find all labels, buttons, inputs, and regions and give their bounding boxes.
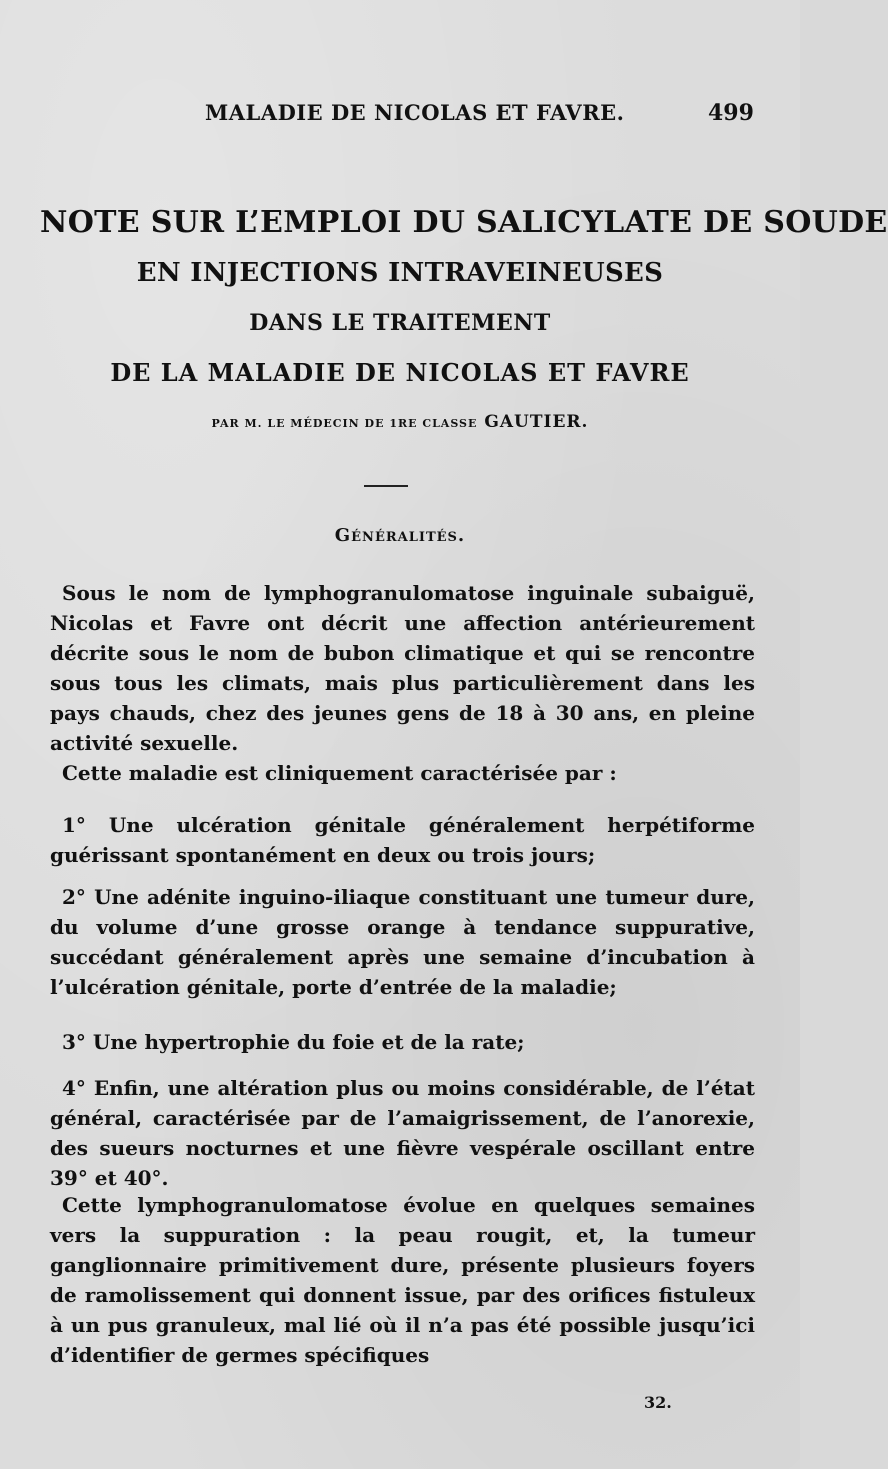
paragraph-1 xyxy=(50,578,755,758)
running-header xyxy=(0,100,800,136)
article-title xyxy=(40,198,888,398)
paragraph-text: Cette lymphogranulomatose évolue en quelques semaines vers la suppuration : la peau rougit, et, la tumeur ganglionnaire primitivement dure, présente plusieurs foyers de ramolissement qui donnent issue, par des orifices fistuleux à un pus granuleux, mal lié où il n’a pas été possible jusqu’ici d’identifier de germes spécifiques xyxy=(50,1193,755,1367)
title-line-2: EN INJECTIONS INTRAVEINEUSES xyxy=(136,258,664,288)
byline-prefix: PAR M. LE MÉDECIN DE 1RE CLASSE xyxy=(211,417,478,430)
list-item-4 xyxy=(50,1073,755,1193)
paragraph-text: Cette maladie est cliniquement caractérisée par : xyxy=(62,761,617,785)
paragraph-3 xyxy=(50,1190,755,1370)
title-line-4: DE LA MALADIE DE NICOLAS ET FAVRE xyxy=(110,358,690,387)
paragraph-text: Sous le nom de lymphogranulomatose inguinale subaiguë, Nicolas et Favre ont décrit une affection antérieurement décrite sous le nom de bubon climatique et qui se rencontre sous tous les climats, mais plus particulièrement dans les pays chauds, chez des jeunes gens de 18 à 30 ans, en pleine activité sexuelle. xyxy=(50,581,755,755)
author-byline xyxy=(40,412,760,432)
paragraph-2 xyxy=(50,758,755,788)
byline-author: GAUTIER. xyxy=(484,412,589,432)
section-heading: Généralités. xyxy=(334,525,466,546)
paragraph-text: 4° Enfin, une altération plus ou moins considérable, de l’état général, caractérisée par de l’amaigrissement, de l’anorexie, des sueurs nocturnes et une fièvre vespérale oscillant entre 39° et 40°. xyxy=(50,1076,755,1190)
paragraph-text: 2° Une adénite inguino-iliaque constituant une tumeur dure, du volume d’une grosse orange à tendance suppurative, succédant généralement après une semaine d’incubation à l’ulcération génitale, porte d’entrée de la maladie; xyxy=(50,885,755,999)
list-item-1 xyxy=(50,810,755,870)
title-line-3: DANS LE TRAITEMENT xyxy=(249,310,551,336)
list-item-3 xyxy=(50,1027,755,1057)
running-title: MALADIE DE NICOLAS ET FAVRE. xyxy=(205,100,625,125)
title-line-1: NOTE SUR L’EMPLOI DU SALICYLATE DE SOUDE xyxy=(40,205,888,240)
paragraph-text: 3° Une hypertrophie du foie et de la rate; xyxy=(62,1030,525,1054)
page-number: 499 xyxy=(708,100,754,126)
list-item-2 xyxy=(50,882,755,1002)
title-divider xyxy=(364,485,408,487)
paragraph-text: 1° Une ulcération génitale généralement herpétiforme guérissant spontanément en deux ou trois jours; xyxy=(50,813,755,867)
signature-mark: 32. xyxy=(644,1393,672,1412)
